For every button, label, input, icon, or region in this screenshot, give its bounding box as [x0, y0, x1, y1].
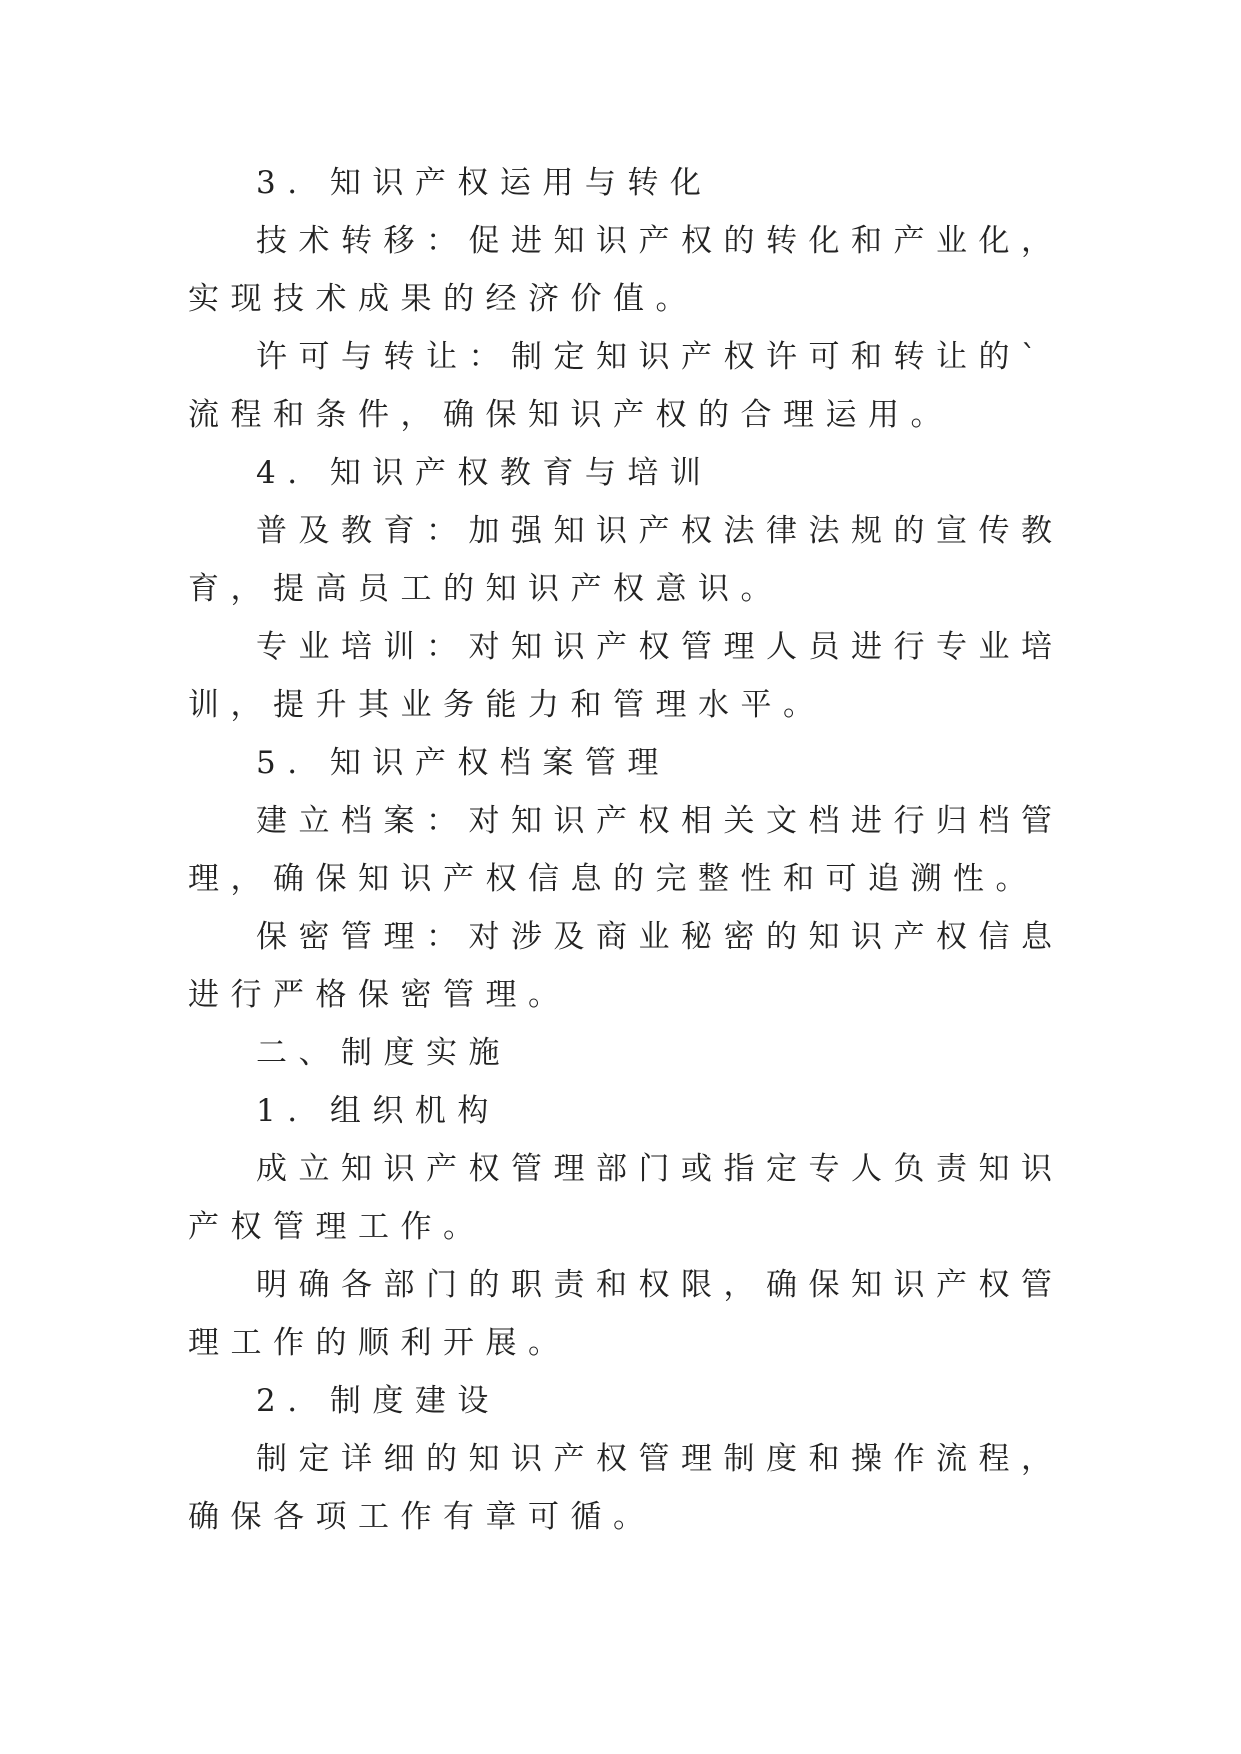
paragraph-confidentiality: 保密管理：对涉及商业秘密的知识产权信息进行严格保密管理。 [188, 919, 1064, 1013]
paragraph-general-education: 普及教育：加强知识产权法律法规的宣传教育，提高员工的知识产权意识。 [188, 513, 1064, 607]
section-heading-system-building: 2. 制度建设 [256, 1383, 500, 1419]
section-heading-organization: 1. 组织机构 [256, 1093, 500, 1129]
document-body [188, 154, 1068, 1546]
paragraph-technology-transfer: 技术转移：促进知识产权的转化和产业化，实现技术成果的经济价值。 [188, 223, 1064, 317]
paragraph-procedures: 制定详细的知识产权管理制度和操作流程，确保各项工作有章可循。 [188, 1441, 1064, 1535]
chapter-heading-implementation: 二、制度实施 [256, 1035, 511, 1071]
paragraph-management-department: 成立知识产权管理部门或指定专人负责知识产权管理工作。 [188, 1151, 1064, 1245]
section-heading-ip-archives: 5. 知识产权档案管理 [256, 745, 670, 781]
paragraph-professional-training: 专业培训：对知识产权管理人员进行专业培训，提升其业务能力和管理水平。 [188, 629, 1064, 723]
section-heading-ip-education: 4. 知识产权教育与培训 [256, 455, 713, 491]
paragraph-licensing-transfer: 许可与转让：制定知识产权许可和转让的`流程和条件，确保知识产权的合理运用。 [188, 339, 1048, 433]
paragraph-responsibilities: 明确各部门的职责和权限，确保知识产权管理工作的顺利开展。 [188, 1267, 1064, 1361]
paragraph-establish-archives: 建立档案：对知识产权相关文档进行归档管理，确保知识产权信息的完整性和可追溯性。 [188, 803, 1064, 897]
section-heading-ip-application: 3. 知识产权运用与转化 [256, 165, 713, 201]
